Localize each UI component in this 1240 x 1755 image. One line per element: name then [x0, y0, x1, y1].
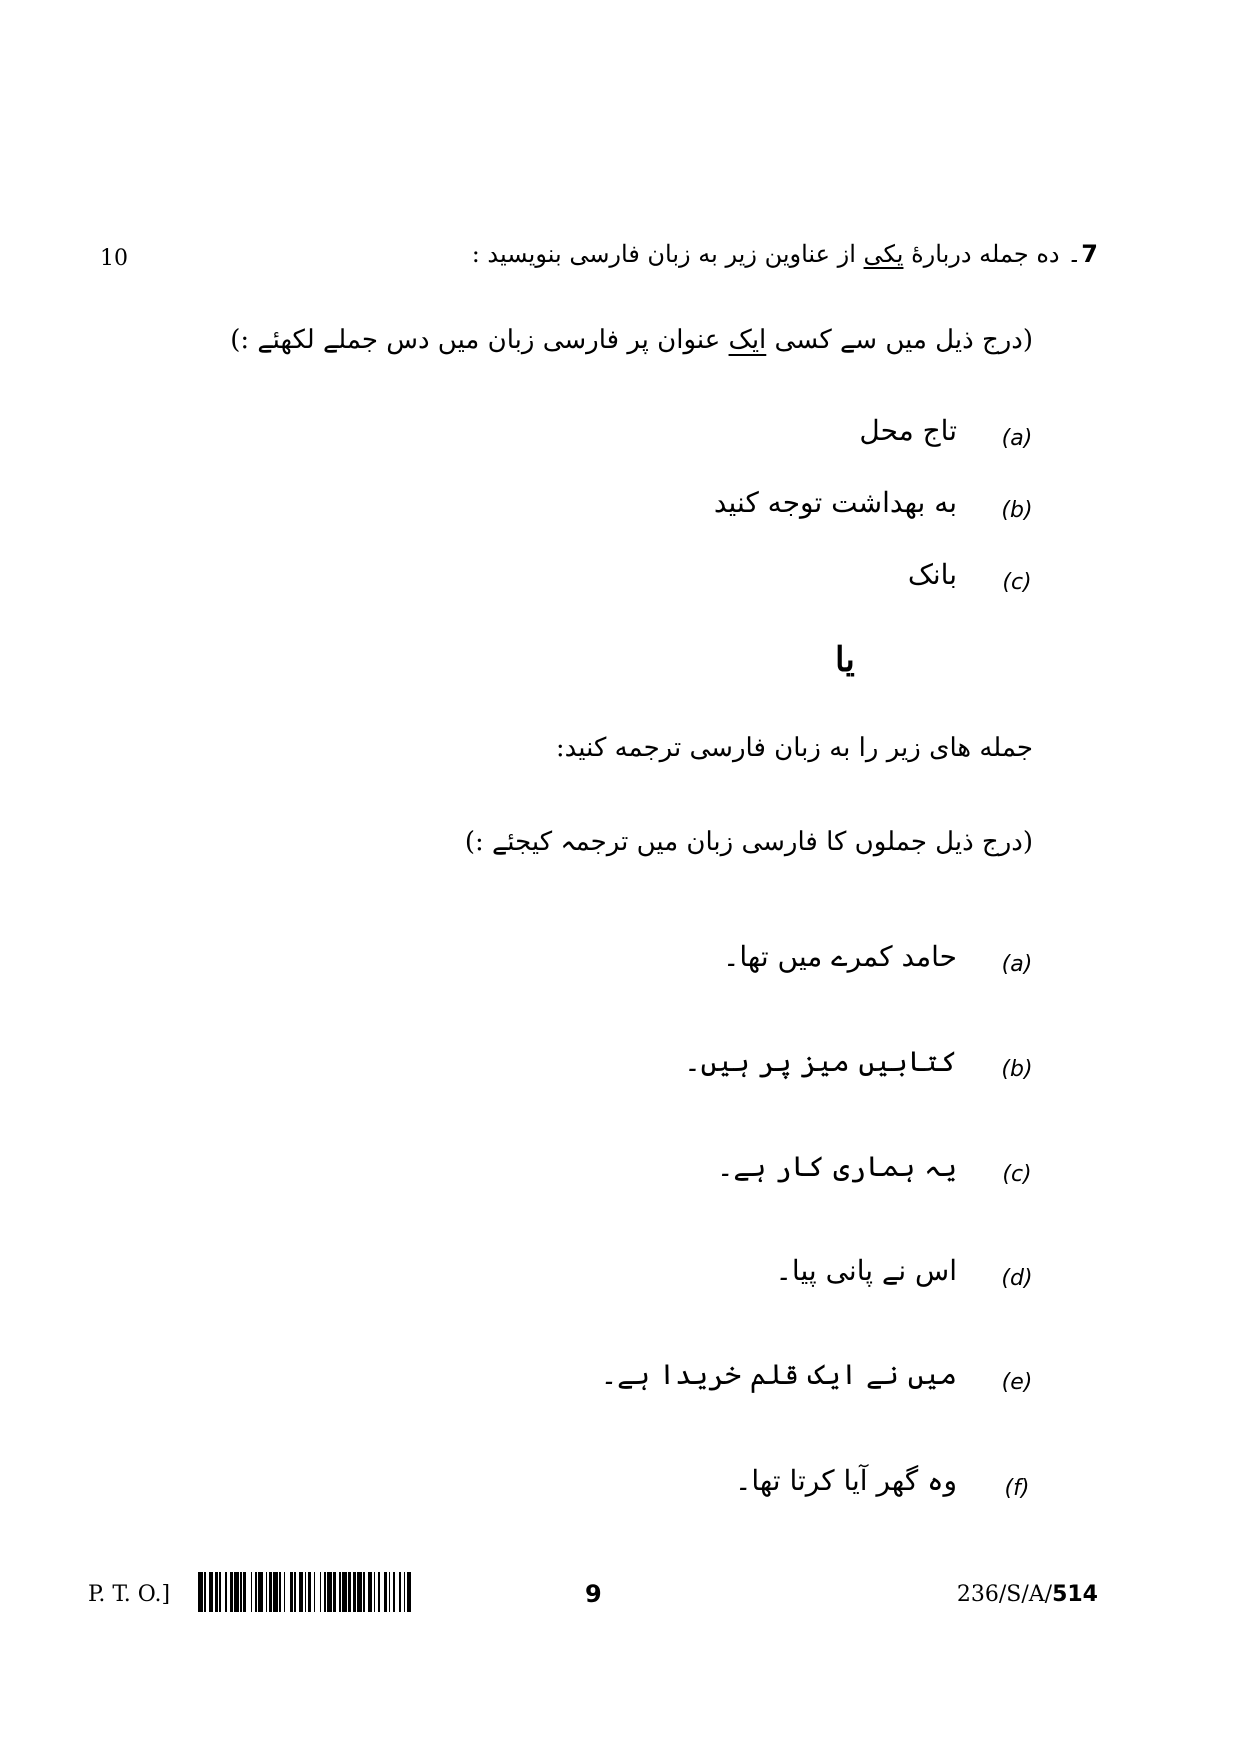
translate-instruction-urdu: (درج ذیل جملوں کا فارسی زبان میں ترجمہ کیجئے :) — [464, 827, 1033, 857]
sentence-text: میں نے ایک قلم خریدا ہے۔ — [600, 1358, 957, 1391]
sentence-label: (f) — [1004, 1476, 1030, 1501]
question-text-before: ده جمله دربارهٔ — [911, 240, 1060, 268]
sentence-text: حامد کمرے میں تھا۔ — [722, 940, 957, 973]
pto-text: P. T. O.] — [88, 1582, 171, 1607]
question-line — [472, 240, 1098, 268]
sentence-text: اس نے پانی پیا۔ — [775, 1254, 957, 1287]
barcode-bar — [411, 1572, 414, 1612]
paper-code-bold: 514 — [1052, 1582, 1098, 1607]
sentence-text: وہ گھر آیا کرتا تھا۔ — [734, 1464, 957, 1497]
topic-text: بانک — [907, 558, 957, 591]
barcode — [198, 1572, 556, 1612]
or-word: یا — [835, 640, 855, 680]
topic-text: به بهداشت توجه کنید — [713, 486, 957, 519]
paper-code — [957, 1582, 1098, 1607]
topic-label: (b) — [1001, 498, 1033, 523]
question-number: 7 — [1081, 240, 1098, 268]
sentence-label: (a) — [1001, 952, 1033, 977]
paper-code-prefix: 236/S/A/ — [956, 1582, 1053, 1607]
marks: 10 — [100, 246, 128, 271]
page-number: 9 — [585, 1580, 602, 1608]
sentence-label: (e) — [1001, 1370, 1033, 1395]
instruction-urdu-after: عنوان پر فارسی زبان میں دس جملے لکھئے :) — [230, 325, 721, 355]
instruction-urdu-underlined: ایک — [728, 325, 767, 355]
sentence-label: (d) — [1001, 1266, 1033, 1291]
sentence-text: یہ ہماری کار ہے۔ — [717, 1150, 957, 1183]
sentence-label: (c) — [1002, 1162, 1032, 1187]
topic-text: تاج محل — [859, 414, 957, 447]
question-text-underlined: یکی — [863, 240, 904, 268]
sentence-label: (b) — [1001, 1057, 1033, 1082]
sentence-text: کتابیں میز پر ہیں۔ — [684, 1045, 957, 1078]
question-dash: ۔ — [1067, 240, 1082, 268]
topic-label: (c) — [1002, 570, 1032, 595]
instruction-urdu-before: (درج ذیل میں سے کسی — [774, 325, 1033, 355]
translate-instruction-persian: جمله های زیر را به زبان فارسی ترجمه کنید: — [555, 733, 1033, 763]
topic-label: (a) — [1001, 426, 1033, 451]
question-text-after: از عناوین زیر به زبان فارسی بنویسید : — [471, 240, 856, 268]
instruction-urdu — [230, 325, 1033, 355]
